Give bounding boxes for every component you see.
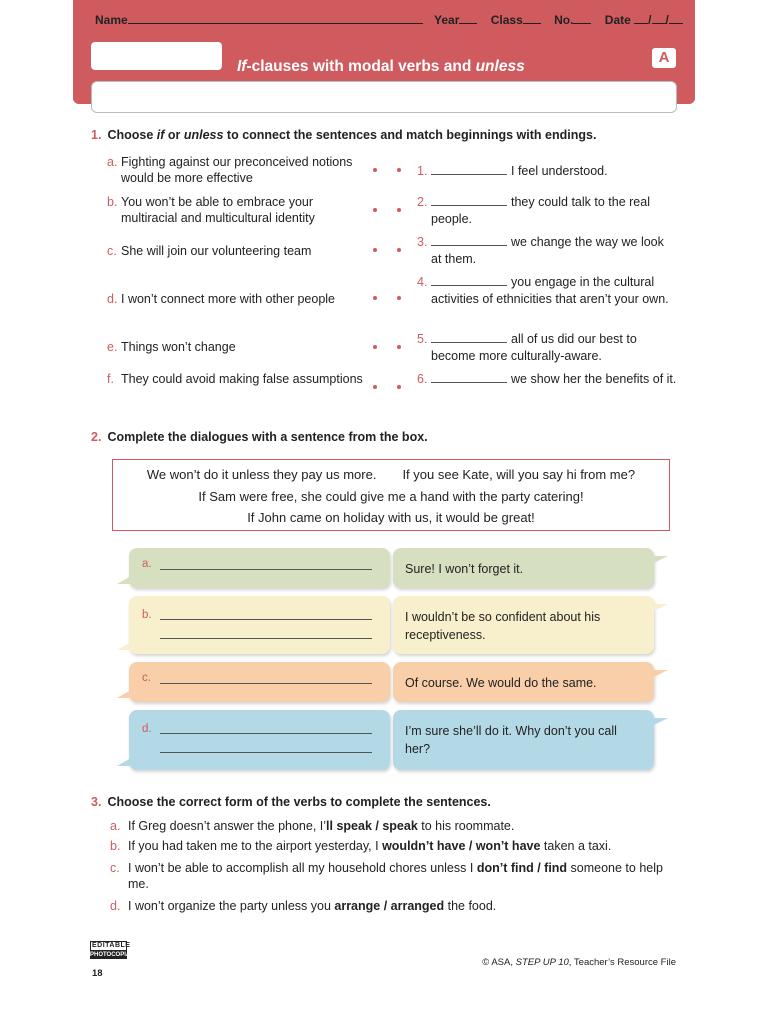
item-letter: c. — [110, 861, 120, 875]
student-info-line — [95, 13, 683, 27]
q3-item-b — [110, 838, 676, 854]
dialogue-a-response — [393, 548, 654, 588]
q2-text: Complete the dialogues with a sentence from the box. — [107, 430, 428, 444]
q1-text-post: to connect the sentences and match beginnings with endings. — [223, 128, 597, 142]
q3-instruction — [91, 795, 491, 809]
title-mid: -clauses with modal verbs and — [246, 58, 476, 75]
book-title: STEP UP 10 — [515, 957, 569, 968]
dialogue-b-response — [393, 596, 654, 654]
dialogue-a-prompt — [129, 548, 390, 588]
answer-line[interactable] — [160, 733, 372, 734]
title-if: If — [237, 58, 247, 75]
match-dot-right-1[interactable] — [397, 168, 401, 172]
date-label: Date — [604, 13, 631, 27]
match-dot-left-e[interactable] — [373, 345, 377, 349]
year-label: Year — [434, 13, 460, 27]
q1-right-3 — [417, 234, 679, 267]
match-dot-left-a[interactable] — [373, 168, 377, 172]
answer-line[interactable] — [160, 619, 372, 620]
header-band — [73, 0, 695, 104]
match-dot-right-4[interactable] — [397, 296, 401, 300]
dialogue-d-prompt — [129, 710, 390, 770]
logo-bottom-text: PHOTOCOPIABLE — [90, 952, 143, 958]
q1-number: 1. — [91, 128, 102, 142]
item-number: 5. — [417, 332, 428, 346]
title-unless: unless — [475, 58, 525, 75]
dialogue-letter: a. — [142, 558, 152, 570]
q3-item-d — [110, 898, 676, 914]
response-text: I’m sure she’ll do it. Why don’t you call her? — [405, 724, 617, 756]
dialogue-letter: c. — [142, 672, 151, 684]
name-field[interactable] — [128, 13, 423, 24]
answer-line[interactable] — [160, 683, 372, 684]
item-letter: f. — [107, 372, 114, 386]
logo-top-text: EDITABLE — [92, 942, 131, 949]
date-day-field[interactable] — [634, 13, 648, 24]
box-sentence: If Sam were free, she could give me a hand with the party catering! — [198, 488, 584, 504]
match-dot-left-b[interactable] — [373, 208, 377, 212]
item-text: I won’t be able to accomplish all my household chores unless I — [128, 861, 477, 875]
dialogue-letter: b. — [142, 609, 152, 621]
verb-choice[interactable]: wouldn’t have / won’t have — [382, 839, 541, 853]
q1-right-2 — [417, 194, 679, 227]
match-dot-right-6[interactable] — [397, 385, 401, 389]
item-text: Things won’t change — [121, 340, 236, 354]
q3-item-c — [110, 860, 676, 892]
q1-instruction — [91, 128, 596, 142]
item-text: I feel understood. — [511, 164, 608, 178]
q1-or: or — [164, 128, 184, 142]
dialogue-d-response — [393, 710, 654, 770]
date-sep: / — [648, 13, 652, 27]
name-label: Name — [95, 13, 128, 27]
q1-left-a — [107, 154, 369, 186]
copyright-pre: © ASA, — [482, 957, 516, 968]
match-dot-right-2[interactable] — [397, 208, 401, 212]
verb-choice[interactable]: arrange / arranged — [334, 899, 445, 913]
dialogue-letter: d. — [142, 723, 152, 735]
item-number: 2. — [417, 195, 428, 209]
answer-blank[interactable] — [431, 164, 507, 175]
item-letter: b. — [107, 195, 118, 209]
q2-number: 2. — [91, 430, 102, 444]
answer-blank[interactable] — [431, 235, 507, 246]
item-text: all of us did our best to become more culturally-aware. — [431, 332, 637, 363]
box-sentence: If John came on holiday with us, it would be great! — [247, 510, 535, 525]
q1-if: if — [156, 128, 165, 142]
item-letter: c. — [107, 244, 117, 258]
year-field[interactable] — [459, 13, 477, 24]
item-letter: a. — [107, 155, 118, 169]
item-text: they could talk to the real people. — [431, 195, 650, 226]
item-text: You won’t be able to embrace your multiracial and multicultural identity — [121, 195, 315, 225]
item-text: we show her the benefits of it. — [511, 372, 677, 386]
response-text: I wouldn’t be so confident about his receptiveness. — [405, 610, 601, 642]
item-text: the food. — [444, 899, 497, 913]
dialogue-c-prompt — [129, 662, 390, 702]
item-text: you engage in the cultural activities of ethnicities that aren’t your own. — [431, 275, 669, 306]
editable-photocopiable-logo — [90, 941, 143, 965]
q1-unless: unless — [183, 128, 224, 142]
class-label: Class — [490, 13, 523, 27]
q1-left-d — [107, 291, 369, 307]
item-text: I won’t organize the party unless you — [128, 899, 335, 913]
item-text: taken a taxi. — [540, 839, 612, 853]
match-dot-right-3[interactable] — [397, 248, 401, 252]
q1-right-5 — [417, 331, 679, 364]
q1-left-f — [107, 371, 369, 387]
answer-blank[interactable] — [431, 275, 507, 286]
item-text: we change the way we look at them. — [431, 235, 664, 266]
notes-box[interactable] — [91, 81, 677, 113]
answer-blank[interactable] — [431, 372, 507, 383]
item-letter: d. — [110, 899, 121, 913]
no-field[interactable] — [573, 13, 591, 24]
item-letter: b. — [110, 839, 121, 853]
item-letter: e. — [107, 340, 118, 354]
class-field[interactable] — [523, 13, 541, 24]
q1-left-e — [107, 339, 369, 355]
item-text: They could avoid making false assumptions — [121, 372, 363, 386]
answer-line[interactable] — [160, 569, 372, 570]
sentence-box — [112, 459, 670, 531]
item-text: She will join our volunteering team — [121, 244, 312, 258]
label-box[interactable] — [91, 42, 222, 70]
no-label: No. — [554, 13, 574, 27]
item-text: I won’t connect more with other people — [121, 292, 336, 306]
item-text: to his roommate. — [417, 819, 515, 833]
q3-text: Choose the correct form of the verbs to complete the sentences. — [107, 795, 491, 809]
q1-text: Choose — [107, 128, 157, 142]
item-letter: d. — [107, 292, 118, 306]
sentence-box-line-1 — [113, 464, 669, 486]
item-number: 1. — [417, 164, 428, 178]
item-number: 3. — [417, 235, 428, 249]
worksheet-title — [237, 58, 525, 76]
copyright — [482, 957, 676, 968]
box-sentence: If you see Kate, will you say hi from me? — [402, 467, 636, 482]
q1-right-1 — [417, 163, 679, 180]
answer-line[interactable] — [160, 752, 372, 753]
answer-line[interactable] — [160, 638, 372, 639]
item-number: 4. — [417, 275, 428, 289]
verb-choice[interactable]: ll speak / speak — [326, 819, 418, 833]
box-sentence: We won’t do it unless they pay us more. — [146, 467, 377, 482]
date-month-field[interactable] — [652, 13, 666, 24]
match-dot-left-c[interactable] — [373, 248, 377, 252]
q1-left-b — [107, 194, 369, 226]
q2-instruction — [91, 430, 428, 444]
page-number: 18 — [92, 968, 103, 979]
answer-blank[interactable] — [431, 195, 507, 206]
item-text: Fighting against our preconceived notions would be more effective — [121, 155, 353, 185]
match-dot-right-5[interactable] — [397, 345, 401, 349]
q1-right-6 — [417, 371, 679, 388]
response-text: Of course. We would do the same. — [405, 676, 597, 690]
match-dot-left-d[interactable] — [373, 296, 377, 300]
response-text: Sure! I won’t forget it. — [405, 562, 524, 576]
level-badge: A — [652, 48, 676, 68]
item-text: If Greg doesn’t answer the phone, I’ — [128, 819, 327, 833]
q3-item-a — [110, 818, 676, 834]
date-sep: / — [665, 13, 669, 27]
verb-choice[interactable]: don’t find / find — [476, 861, 568, 875]
dialogue-b-prompt — [129, 596, 390, 654]
item-letter: a. — [110, 819, 121, 833]
copyright-post: , Teacher’s Resource File — [568, 957, 676, 968]
q1-left-c — [107, 243, 369, 259]
dialogue-c-response — [393, 662, 654, 702]
item-text: someone to help me. — [128, 861, 663, 891]
q3-number: 3. — [91, 795, 102, 809]
match-dot-left-f[interactable] — [373, 385, 377, 389]
item-number: 6. — [417, 372, 428, 386]
q1-right-4 — [417, 274, 679, 307]
date-year-field[interactable] — [669, 13, 683, 24]
answer-blank[interactable] — [431, 332, 507, 343]
item-text: If you had taken me to the airport yesterday, I — [128, 839, 383, 853]
